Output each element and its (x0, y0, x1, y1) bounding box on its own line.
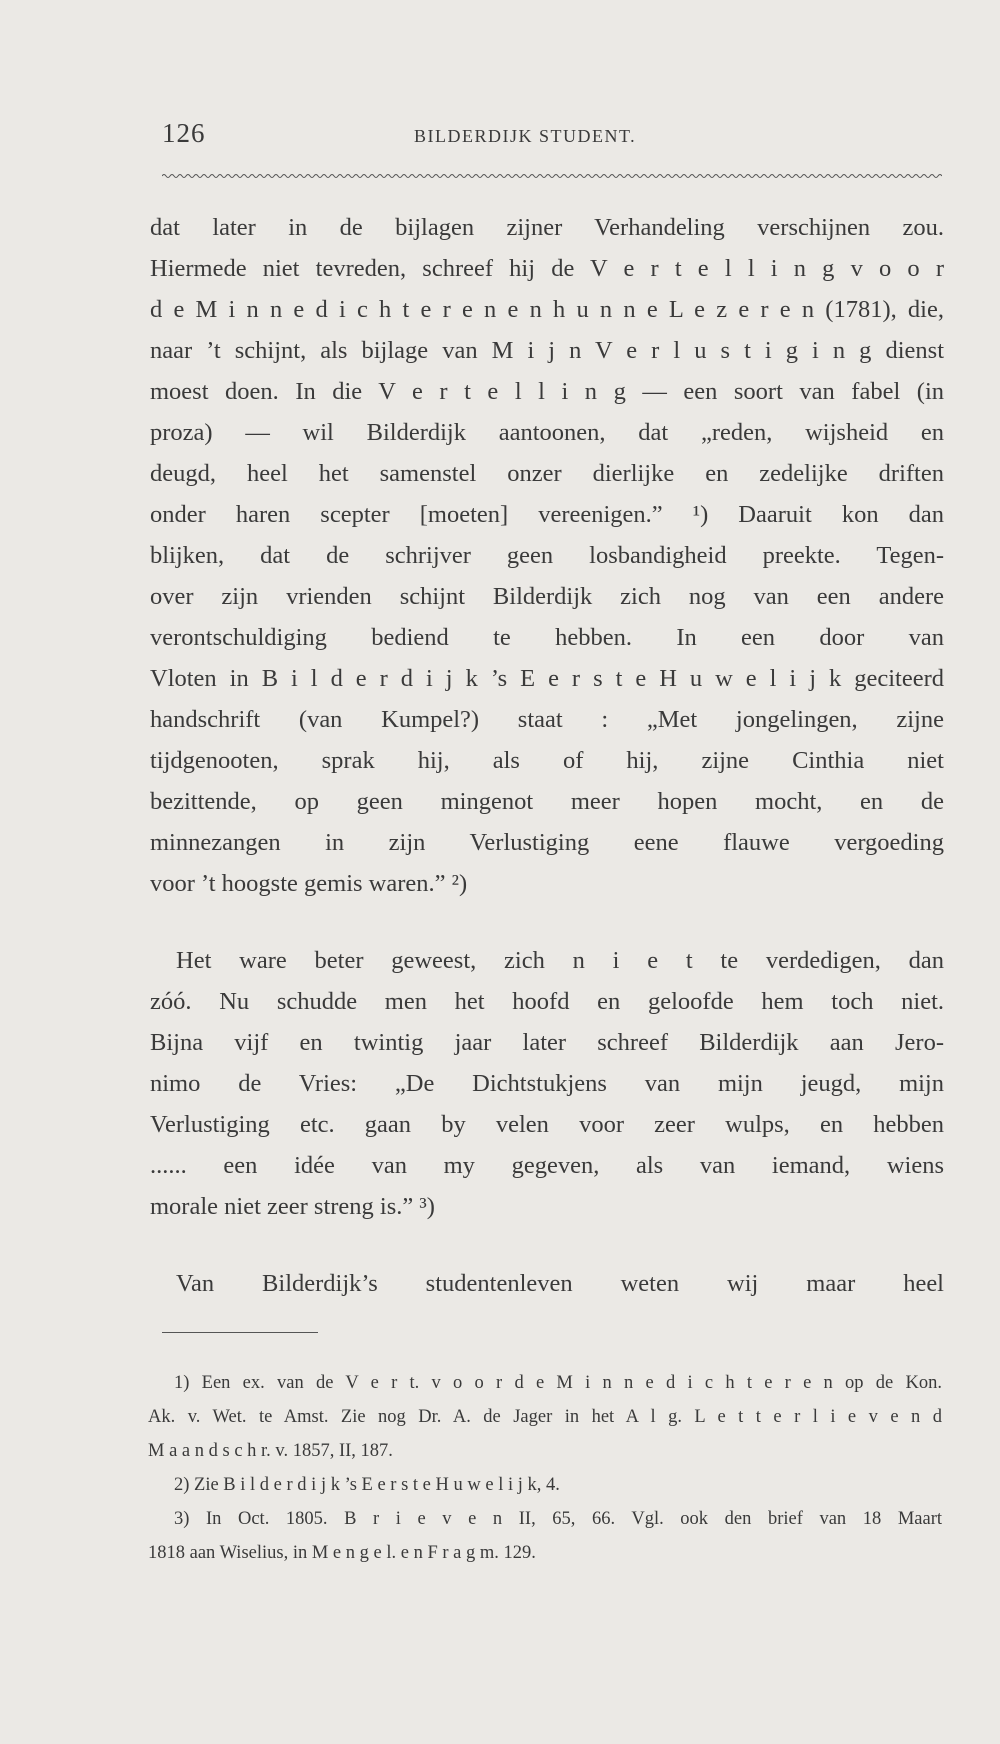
footnotes (148, 1366, 942, 1570)
text-line: proza) — wil Bilderdijk aantoonen, dat „reden, wijsheid en (150, 419, 944, 446)
decorative-wavy-rule (162, 172, 942, 180)
text-line: tijdgenooten, sprak hij, als of hij, zijne Cinthia niet (150, 747, 944, 774)
footnote-line: Ak. v. Wet. te Amst. Zie nog Dr. A. de Jager in het A l g. L e t t e r l i e v e n d (148, 1407, 942, 1427)
footnote-line: 2) Zie B i l d e r d i j k ’s E e r s t e H u w e l i j k, 4. (174, 1475, 560, 1495)
footnote-line: 1818 aan Wiselius, in M e n g e l. e n F r a g m. 129. (148, 1543, 536, 1563)
text-line: verontschuldiging bediend te hebben. In een door van (150, 624, 944, 651)
running-head: BILDERDIJK STUDENT. (414, 126, 637, 146)
text-line: naar ’t schijnt, als bijlage van M i j n V e r l u s t i g i n g dienst (150, 337, 944, 364)
text-line: over zijn vrienden schijnt Bilderdijk zich nog van een andere (150, 583, 944, 610)
text-line: ...... een idée van my gegeven, als van iemand, wiens (150, 1152, 944, 1179)
text-line: blijken, dat de schrijver geen losbandigheid preekte. Tegen- (150, 542, 944, 569)
text-line: dat later in de bijlagen zijner Verhandeling verschijnen zou. (150, 214, 944, 241)
text-line: d e M i n n e d i c h t e r e n e n h u n n e L e z e r e n (1781), die, (150, 296, 944, 323)
footnote-line: 3) In Oct. 1805. B r i e v e n II, 65, 66. Vgl. ook den brief van 18 Maart (174, 1509, 942, 1529)
text-line: morale niet zeer streng is.” ³) (150, 1193, 435, 1220)
text-line: bezittende, op geen mingenot meer hopen mocht, en de (150, 788, 944, 815)
text-line: Het ware beter geweest, zich n i e t te verdedigen, dan (176, 947, 944, 974)
text-line: nimo de Vries: „De Dichtstukjens van mijn jeugd, mijn (150, 1070, 944, 1097)
text-line: Vloten in B i l d e r d i j k ’s E e r s t e H u w e l i j k geciteerd (150, 665, 944, 692)
page-number: 126 (162, 118, 206, 148)
text-line: onder haren scepter [moeten] vereenigen.” ¹) Daaruit kon dan (150, 501, 944, 528)
footnote-rule (162, 1332, 318, 1333)
text-line: Hiermede niet tevreden, schreef hij de V e r t e l l i n g v o o r (150, 255, 944, 282)
text-line: Verlustiging etc. gaan by velen voor zeer wulps, en hebben (150, 1111, 944, 1138)
text-line: Bijna vijf en twintig jaar later schreef Bilderdijk aan Jero- (150, 1029, 944, 1056)
text-line: voor ’t hoogste gemis waren.” ²) (150, 870, 468, 897)
text-line: deugd, heel het samenstel onzer dierlijke en zedelijke driften (150, 460, 944, 487)
text-line: minnezangen in zijn Verlustiging eene flauwe vergoeding (150, 829, 944, 856)
text-line: zóó. Nu schudde men het hoofd en geloofde hem toch niet. (150, 988, 944, 1015)
body-text (150, 207, 944, 1304)
text-line: Van Bilderdijk’s studentenleven weten wij maar heel (176, 1270, 944, 1297)
text-line: moest doen. In die V e r t e l l i n g — een soort van fabel (in (150, 378, 944, 405)
footnote-line: M a a n d s c h r. v. 1857, II, 187. (148, 1441, 393, 1461)
text-line: handschrift (van Kumpel?) staat : „Met jongelingen, zijne (150, 706, 944, 733)
footnote-line: 1) Een ex. van de V e r t. v o o r d e M i n n e d i c h t e r e n op de Kon. (174, 1373, 942, 1393)
page-header (162, 118, 942, 158)
